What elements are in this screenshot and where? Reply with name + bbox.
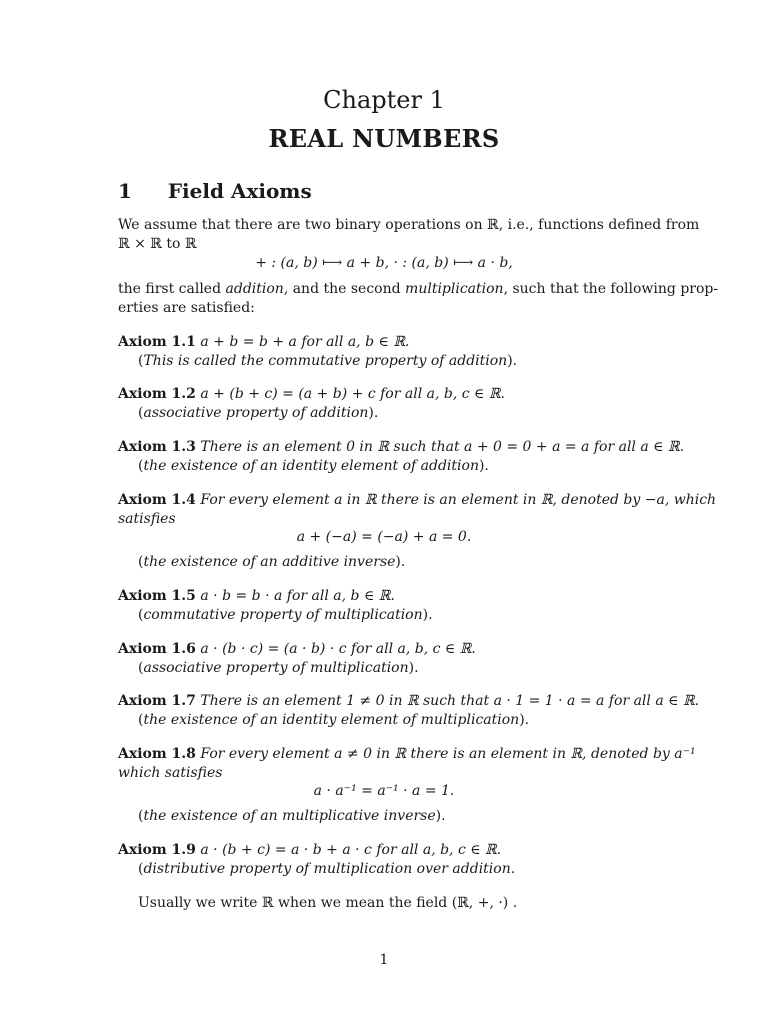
- axiom-1-4-note: (the existence of an additive inverse).: [138, 554, 406, 570]
- axiom-statement: There is an element 0 in ℝ such that a + 0 = 0 + a = a for all a ∈ ℝ.: [200, 439, 685, 455]
- axiom-1-6-note: (associative property of multiplication).: [138, 660, 419, 676]
- axiom-1-7: [118, 692, 699, 711]
- axiom-1-5: [118, 587, 395, 606]
- axiom-label: Axiom 1.7: [118, 693, 196, 709]
- axiom-label: Axiom 1.1: [118, 334, 196, 350]
- axiom-1-4: [118, 491, 716, 510]
- axiom-1-3: [118, 438, 684, 457]
- section-title: Field Axioms: [167, 179, 312, 203]
- axiom-1-3-note: (the existence of an identity element of addition).: [138, 458, 489, 474]
- page-number: 1: [379, 952, 389, 968]
- axiom-label: Axiom 1.2: [118, 386, 196, 402]
- axiom-statement: a · b = b · a for all a, b ∈ ℝ.: [200, 588, 395, 604]
- axiom-1-8-note: (the existence of an multiplicative inverse).: [138, 808, 446, 824]
- axiom-1-8-display: a · a⁻¹ = a⁻¹ · a = 1.: [313, 783, 455, 799]
- axiom-statement: For every element a in ℝ there is an element in ℝ, denoted by −a, which: [200, 492, 717, 508]
- intro-line-2: ℝ × ℝ to ℝ: [118, 236, 197, 252]
- axiom-label: Axiom 1.4: [118, 492, 196, 508]
- axiom-label: Axiom 1.5: [118, 588, 196, 604]
- axiom-statement: For every element a ≠ 0 in ℝ there is an element in ℝ, denoted by a⁻¹: [200, 746, 696, 762]
- axiom-1-1: [118, 333, 409, 352]
- axiom-statement: There is an element 1 ≠ 0 in ℝ such that a · 1 = 1 · a = a for all a ∈ ℝ.: [200, 693, 700, 709]
- axiom-statement: a + (b + c) = (a + b) + c for all a, b, c ∈ ℝ.: [200, 386, 505, 402]
- closing-remark: Usually we write ℝ when we mean the field (ℝ, +, ·) .: [138, 895, 518, 911]
- intro-line-3: the first called addition, and the second multiplication, such that the following prop-: [118, 281, 719, 297]
- axiom-1-8: [118, 745, 696, 764]
- axiom-1-5-note: (commutative property of multiplication).: [138, 607, 433, 623]
- axiom-1-6: [118, 640, 476, 659]
- section-heading: [118, 179, 312, 203]
- axiom-1-4-continued: satisfies: [118, 511, 176, 527]
- axiom-1-9-note: (distributive property of multiplication over addition.: [138, 861, 516, 877]
- axiom-1-4-display: a + (−a) = (−a) + a = 0.: [296, 529, 472, 545]
- axiom-1-2: [118, 385, 505, 404]
- chapter-title: REAL NUMBERS: [268, 124, 500, 153]
- axiom-1-7-note: (the existence of an identity element of multiplication).: [138, 712, 530, 728]
- section-number: 1: [118, 179, 132, 203]
- chapter-heading: Chapter 1: [323, 86, 445, 114]
- axiom-label: Axiom 1.3: [118, 439, 196, 455]
- axiom-label: Axiom 1.6: [118, 641, 196, 657]
- axiom-statement: a + b = b + a for all a, b ∈ ℝ.: [200, 334, 410, 350]
- axiom-label: Axiom 1.9: [118, 842, 196, 858]
- intro-line-1: We assume that there are two binary operations on ℝ, i.e., functions defined from: [118, 217, 700, 233]
- axiom-label: Axiom 1.8: [118, 746, 196, 762]
- operations-display: + : (a, b) ⟼ a + b, · : (a, b) ⟼ a · b,: [255, 255, 513, 271]
- axiom-1-8-continued: which satisfies: [118, 765, 223, 781]
- axiom-statement: a · (b · c) = (a · b) · c for all a, b, c ∈ ℝ.: [200, 641, 476, 657]
- axiom-statement: a · (b + c) = a · b + a · c for all a, b, c ∈ ℝ.: [200, 842, 502, 858]
- axiom-1-1-note: (This is called the commutative property of addition).: [138, 353, 518, 369]
- axiom-1-2-note: (associative property of addition).: [138, 405, 379, 421]
- term-multiplication: multiplication: [405, 281, 504, 297]
- term-addition: addition: [225, 281, 284, 297]
- intro-line-4: erties are satisfied:: [118, 300, 255, 316]
- axiom-1-9: [118, 841, 501, 860]
